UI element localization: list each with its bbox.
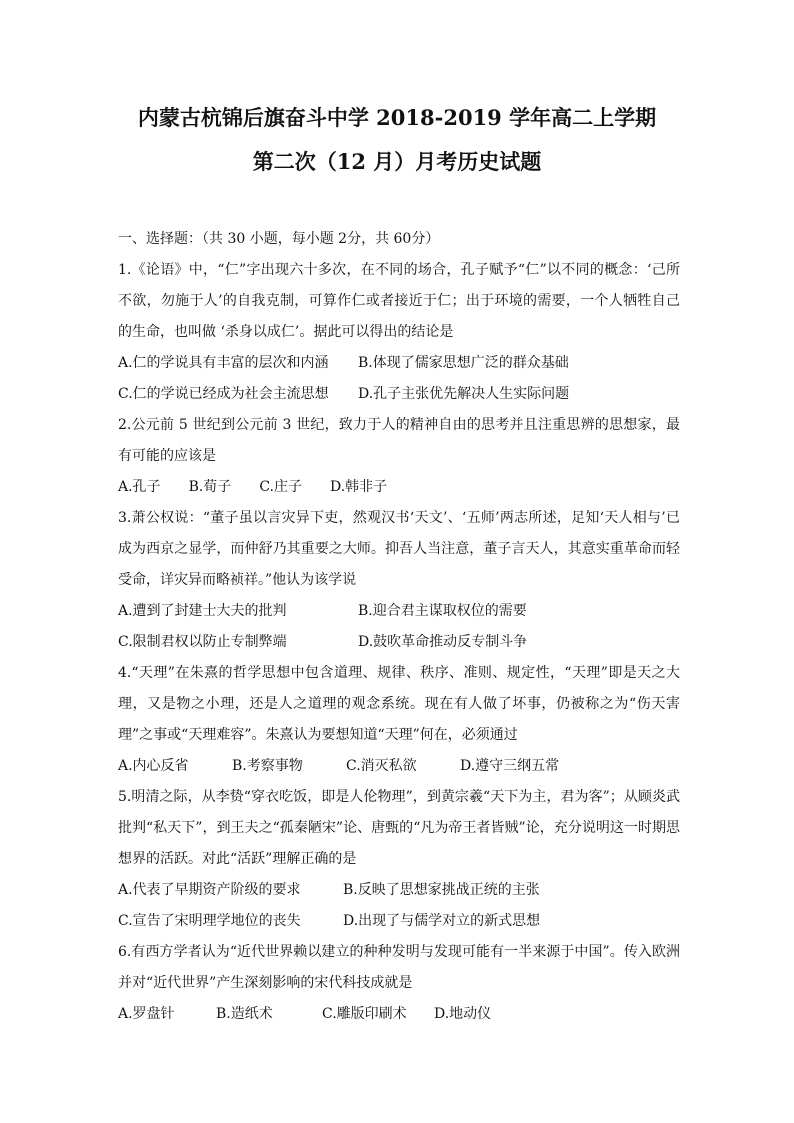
section-heading: 一、选择题：（共 30 小题，每小题 2分，共 60分） <box>118 231 440 247</box>
option-d: D.孔子主张优先解决人生实际问题 <box>358 386 570 402</box>
option-a: A.内心反省 <box>118 758 189 774</box>
option-b: B.体现了儒家思想广泛的群众基础 <box>358 355 569 371</box>
option-a: A.罗盘针 <box>118 1006 175 1022</box>
option-row <box>118 472 680 503</box>
option-b: B.造纸术 <box>216 1006 273 1022</box>
exam-content <box>118 224 680 1030</box>
option-a: A.仁的学说具有丰富的层次和内涵 <box>118 355 329 371</box>
option-d: D.遵守三纲五常 <box>460 758 560 774</box>
question-3 <box>118 503 680 658</box>
option-row <box>118 906 680 937</box>
option-row <box>118 379 680 410</box>
question-stem: 2.公元前 5 世纪到公元前 3 世纪，致力于人的精神自由的思考并且注重思辨的思想家，最有可能的应该是 <box>118 417 680 464</box>
question-stem: 5.明清之际，从李贽“穿衣吃饭，即是人伦物理”，到黄宗羲“天下为主，君为客”；从顾炎武批判“私天下”，到王夫之“孤秦陋宋”论、唐甄的“凡为帝王者皆贼”论，充分说明这一时期思想界的活跃。对此“活跃”理解正确的是 <box>118 789 680 867</box>
option-row <box>118 627 680 658</box>
option-c: C.限制君权以防止专制弊端 <box>118 634 287 650</box>
question-stem: 1.《论语》中，“仁”字出现六十多次，在不同的场合，孔子赋予“仁”以不同的概念：‘己所不欲，勿施于人’的自我克制，可算作仁或者接近于仁；出于环境的需要，一个人牺牲自己的生命，也叫做 ‘杀身以成仁’。据此可以得出的结论是 <box>118 262 680 340</box>
option-d: D.地动仪 <box>434 1006 492 1022</box>
exam-title-line1: 内蒙古杭锦后旗奋斗中学 2018-2019 学年高二上学期 <box>137 105 657 130</box>
option-c: C.庄子 <box>259 479 302 495</box>
question-stem: 3.萧公权说：“董子虽以言灾异下吏，然观汉书‘天文’、‘五师’两志所述，足知‘天人相与’已成为西京之显学，而仲舒乃其重要之大师。抑吾人当注意，董子言天人，其意实重革命而轻受命，详灾异而略祯祥。”他认为该学说 <box>118 510 680 588</box>
option-b: B.考察事物 <box>232 758 303 774</box>
option-row <box>118 751 680 782</box>
option-c: C.仁的学说已经成为社会主流思想 <box>118 386 329 402</box>
option-b: B.迎合君主谋取权位的需要 <box>358 603 527 619</box>
question-5 <box>118 782 680 937</box>
option-row <box>118 999 680 1030</box>
option-b: B.反映了思想家挑战正统的主张 <box>343 882 540 898</box>
option-d: D.出现了与儒学对立的新式思想 <box>343 913 541 929</box>
option-c: C.宣告了宋明理学地位的丧失 <box>118 913 301 929</box>
question-1 <box>118 255 680 410</box>
question-4 <box>118 658 680 782</box>
question-6 <box>118 937 680 1030</box>
question-2 <box>118 410 680 503</box>
exam-title-line2: 第二次（12 月）月考历史试题 <box>252 149 542 174</box>
option-a: A.代表了早期资产阶级的要求 <box>118 882 301 898</box>
option-a: A.遭到了封建士大夫的批判 <box>118 603 287 619</box>
option-d: D.鼓吹革命推动反专制斗争 <box>358 634 528 650</box>
option-row <box>118 875 680 906</box>
option-row <box>118 348 680 379</box>
option-c: C.消灭私欲 <box>346 758 417 774</box>
option-row <box>118 596 680 627</box>
option-d: D.韩非子 <box>329 479 388 495</box>
option-a: A.孔子 <box>118 479 161 495</box>
question-stem: 4.“天理”在朱熹的哲学思想中包含道理、规律、秩序、准则、规定性，“天理”即是天之大理，又是物之小理，还是人之道理的观念系统。现在有人做了坏事，仍被称之为“伤天害理”之事或“天理难容”。朱熹认为要想知道“天理”何在，必须通过 <box>118 665 680 743</box>
question-stem: 6.有西方学者认为“近代世界赖以建立的种种发明与发现可能有一半来源于中国”。传入欧洲并对“近代世界”产生深刻影响的宋代科技成就是 <box>118 944 680 991</box>
option-b: B.荀子 <box>188 479 232 495</box>
option-c: C.雕版印刷术 <box>322 1006 407 1022</box>
